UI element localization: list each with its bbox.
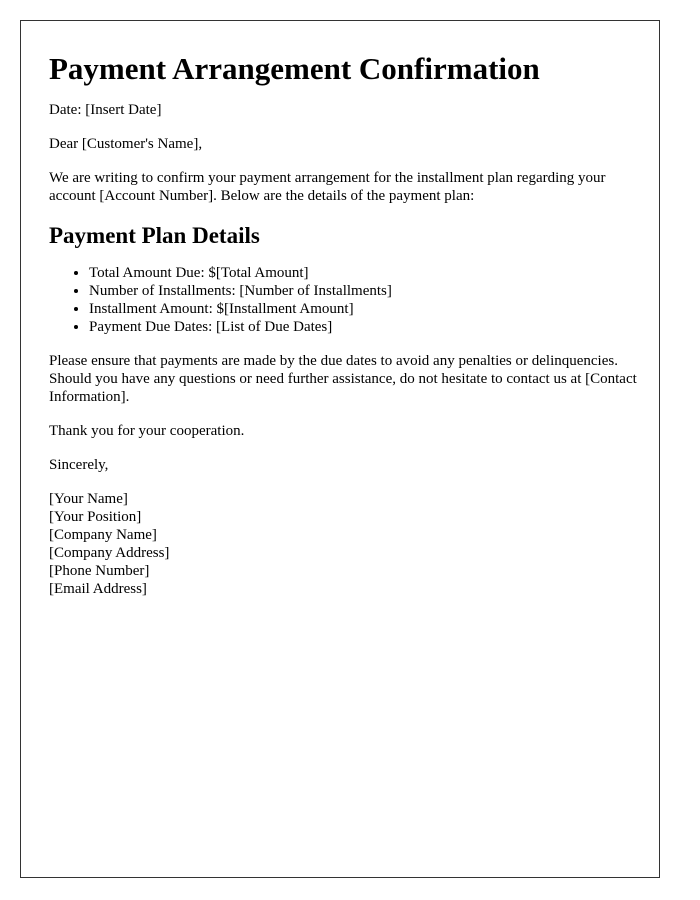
notice-paragraph: Please ensure that payments are made by the due dates to avoid any penalties or delinquencies. Should you have any questions or need further assistance, do not hesitate to contact us at [Contact Information]. (49, 353, 637, 405)
signature-phone-number: [Phone Number] (49, 563, 150, 579)
intro-paragraph: We are writing to confirm your payment arrangement for the installment plan regarding your account [Account Number]. Below are the details of the payment plan: (49, 170, 606, 204)
closing-line: Sincerely, (49, 457, 109, 473)
thanks-line: Thank you for your cooperation. (49, 423, 245, 439)
letter-title: Payment Arrangement Confirmation (49, 51, 540, 86)
signature-position: [Your Position] (49, 509, 142, 525)
date-line: Date: [Insert Date] (49, 102, 162, 118)
signature-name: [Your Name] (49, 491, 128, 507)
greeting: Dear [Customer's Name], (49, 136, 203, 152)
signature-block (49, 490, 639, 598)
signature-company-name: [Company Name] (49, 527, 157, 543)
plan-details-list (49, 264, 639, 336)
letter-page (20, 20, 660, 878)
signature-company-address: [Company Address] (49, 545, 170, 561)
plan-details-heading: Payment Plan Details (49, 223, 260, 248)
letter-content (49, 21, 639, 598)
plan-item-number-of-installments: • Number of Installments: [Number of Installments] (89, 282, 639, 300)
signature-email-address: [Email Address] (49, 581, 147, 597)
plan-item-total-amount: • Total Amount Due: $[Total Amount] (89, 264, 639, 282)
plan-item-due-dates: • Payment Due Dates: [List of Due Dates] (89, 318, 639, 336)
plan-item-installment-amount: • Installment Amount: $[Installment Amount] (89, 300, 639, 318)
